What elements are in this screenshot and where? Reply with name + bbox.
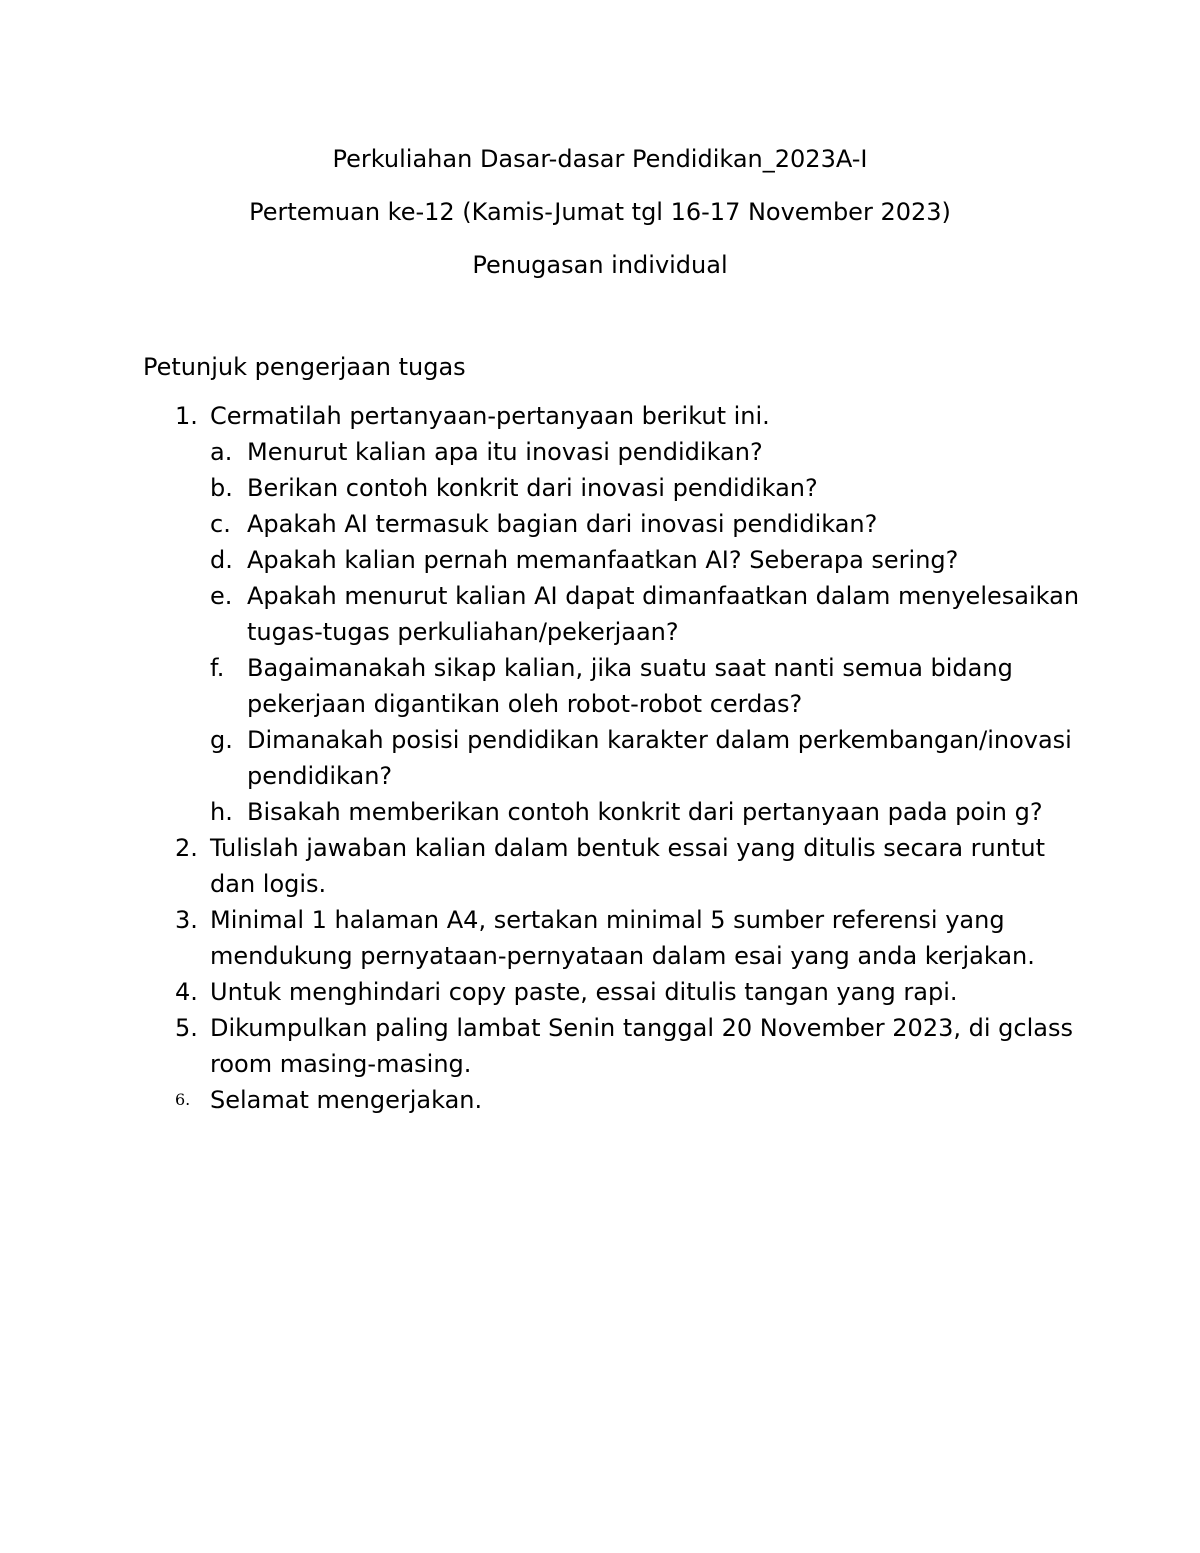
question-marker: c. — [210, 510, 231, 538]
question-marker: g. — [210, 726, 233, 754]
meeting-info: Pertemuan ke-12 (Kamis-Jumat tgl 16-17 November 2023) — [249, 198, 951, 226]
list-marker: 2. — [175, 834, 198, 862]
question-item — [210, 434, 1090, 470]
list-item-text: Untuk menghindari copy paste, essai ditulis tangan yang rapi. — [210, 978, 958, 1006]
list-item-text: Selamat mengerjakan. — [210, 1086, 483, 1114]
list-marker: 3. — [175, 906, 198, 934]
question-item — [210, 506, 1090, 542]
instructions-title: Petunjuk pengerjaan tugas — [143, 353, 466, 381]
list-item-text: Minimal 1 halaman A4, sertakan minimal 5 sumber referensi yang mendukung pernyataan-pernyataan dalam esai yang anda kerjakan. — [210, 906, 1035, 970]
question-text: Bagaimanakah sikap kalian, jika suatu saat nanti semua bidang pekerjaan digantikan oleh robot-robot cerdas? — [247, 654, 1013, 718]
list-item — [0, 974, 1090, 1010]
question-text: Menurut kalian apa itu inovasi pendidikan? — [247, 438, 763, 466]
list-item — [0, 1010, 1090, 1082]
list-item-text: Dikumpulkan paling lambat Senin tanggal 20 November 2023, di gclass room masing-masing. — [210, 1014, 1073, 1078]
question-item — [210, 470, 1090, 506]
question-marker: h. — [210, 798, 233, 826]
question-text: Berikan contoh konkrit dari inovasi pendidikan? — [247, 474, 818, 502]
list-item — [0, 398, 1090, 830]
question-list — [210, 434, 1090, 830]
question-text: Apakah kalian pernah memanfaatkan AI? Seberapa sering? — [247, 546, 959, 574]
question-text: Bisakah memberikan contoh konkrit dari pertanyaan pada poin g? — [247, 798, 1043, 826]
question-marker: d. — [210, 546, 233, 574]
list-item — [0, 1082, 1090, 1118]
list-item — [0, 902, 1090, 974]
question-marker: f. — [210, 654, 225, 682]
question-marker: e. — [210, 582, 233, 610]
question-text: Dimanakah posisi pendidikan karakter dalam perkembangan/inovasi pendidikan? — [247, 726, 1072, 790]
question-marker: b. — [210, 474, 233, 502]
instruction-list — [0, 398, 1200, 1118]
list-marker: 1. — [175, 402, 198, 430]
question-text: Apakah AI termasuk bagian dari inovasi pendidikan? — [247, 510, 878, 538]
question-item — [210, 722, 1090, 794]
question-item — [210, 578, 1090, 650]
question-item — [210, 650, 1090, 722]
list-marker: 6. — [175, 1090, 191, 1109]
assignment-type: Penugasan individual — [472, 251, 728, 279]
list-marker: 4. — [175, 978, 198, 1006]
question-item — [210, 542, 1090, 578]
question-item — [210, 794, 1090, 830]
list-item — [0, 830, 1090, 902]
question-text: Apakah menurut kalian AI dapat dimanfaatkan dalam menyelesaikan tugas-tugas perkuliahan/pekerjaan? — [247, 582, 1080, 646]
question-marker: a. — [210, 438, 233, 466]
list-marker: 5. — [175, 1014, 198, 1042]
list-item-text: Cermatilah pertanyaan-pertanyaan berikut ini. — [210, 402, 770, 430]
course-title: Perkuliahan Dasar-dasar Pendidikan_2023A-I — [332, 145, 868, 173]
list-item-text: Tulislah jawaban kalian dalam bentuk essai yang ditulis secara runtut dan logis. — [210, 834, 1045, 898]
